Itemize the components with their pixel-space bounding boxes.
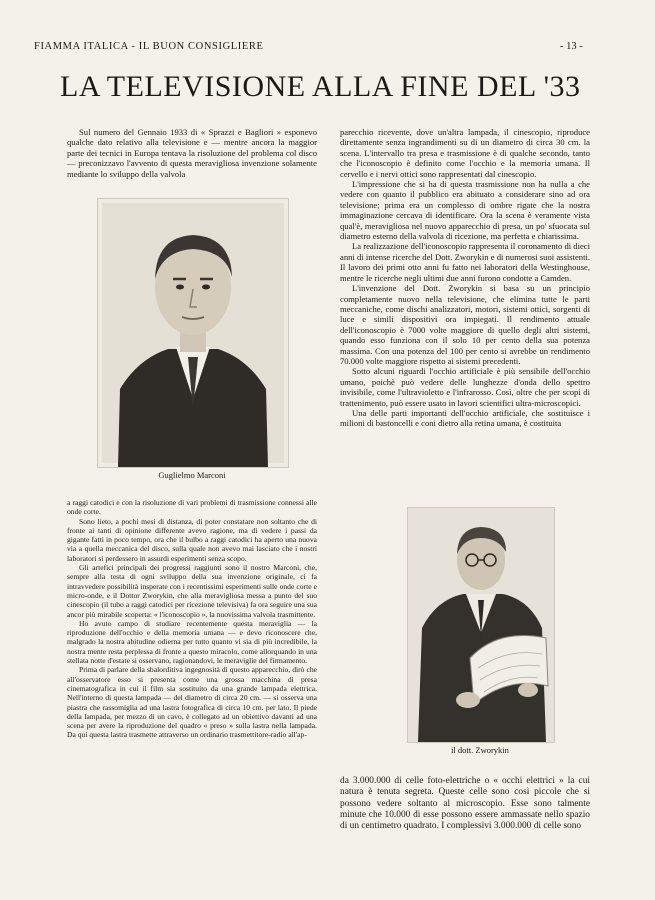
running-header: FIAMMA ITALICA - IL BUON CONSIGLIERE <box>34 41 264 52</box>
column-left-lower <box>67 498 317 740</box>
column-intro <box>67 127 317 179</box>
article-title: LA TELEVISIONE ALLA FINE DEL '33 <box>60 70 581 103</box>
paragraph: L'invenzione del Dott. Zworykin si basa su un principio completamente nuovo nella televisione, che elimina tutte le parti meccaniche, come dischi analizzatori, motori, sistemi ottici, sorgenti di luce e simili dispositivi ora impiegati. Il rendimento attuale dell'iconoscopio è 7000 volte maggiore di quello degli altri sistemi, quando esso funziona con il solo 10 per cento della sua potenza massima. Con una potenza del 100 per cento si avrebbe un rendimento 70.000 volte maggiore rispetto ai sistemi precedenti. <box>340 283 590 366</box>
paragraph: L'impressione che si ha di questa trasmissione non ha nulla a che vedere con quanto il pubblico era abituato a considerare sino ad ora televisione; prima era un complesso di ombre rigate che la nostra immaginazione cercava di identificare. Ora la scena è veramente vista qual'è, meravigliosa nel nuovo apparecchio di presa, un po' sfuocata sul diametro esterno della valvola di ricezione, ma perfetta e chiarissima. <box>340 179 590 242</box>
photo-caption-marconi: Guglielmo Marconi <box>158 470 226 480</box>
paragraph: Sotto alcuni riguardi l'occhio artificiale è più sensibile dell'occhio umano, poichè può vedere delle lunghezze d'onda dello spettro invisibile, come l'ultravioletto e l'infrarosso. Così, oltre che per scopi di trattenimento, può essere usato in lavori scientifici ultra-microscopici. <box>340 366 590 408</box>
paragraph: Sul numero del Gennaio 1933 di « Sprazzi e Bagliori » esponevo qualche dato relativo alla televisione e — mentre ancora la maggior parte dei tecnici in Europa tentava la risoluzione del problema col disco — preconizzavo l'avvento di questa meravigliosa invenzione solamente mediante lo sviluppo della valvola <box>67 127 317 179</box>
paragraph: Ho avuto campo di studiare recentemente questa meraviglia — la riproduzione dell'occhio e della memoria umana — e devo riconoscere che, malgrado la nostra abitudine odierna per tutto quanto vi sia di più incredibile, la nostra mente resta perplessa di fronte a questo miracolo, come allorquando in una stellata notte d'estate si osservano, ragionandovi, le meraviglie del firmamento. <box>67 618 317 666</box>
photo-caption-zworykin: il dott. Zworykin <box>451 745 509 755</box>
zworykin-photo <box>407 507 555 743</box>
paragraph: Gli artefici principali dei progressi raggiunti sono il nostro Marconi, che, sempre alla testa di ogni sviluppo della sua invenzione originale, ci fa intravvedere possibilità insperate con i recentissimi esperimenti sulle onde corte e micro-onde, e il Dottor Zworykin, che alla meravigliosa messa a punto del suo cinescopio (il tubo a raggi catodici per ricezione televisiva) fa ora seguire una sua ancor più mirabile scoperta: « l'iconoscopio », la nuovissima valvola trasmittente. <box>67 563 317 619</box>
paragraph: Una delle parti importanti dell'occhio artificiale, che sostituisce i milioni di bastoncelli e coni dietro alla retina umana, è costituita <box>340 407 590 429</box>
paragraph: La realizzazione dell'iconoscopio rappresenta il coronamento di dieci anni di intense ricerche del Dott. Zworykin e di numerosi suoi assistenti. Il lavoro dei primi otto anni fu fatto nei laboratori della Westinghouse, mentre le ricerche negli ultimi due anni furono condotte a Camden. <box>340 241 591 283</box>
page-number: - 13 - <box>560 41 583 52</box>
paragraph: da 3.000.000 di celle foto-elettriche o « occhi elettrici » la cui natura è tenuta segreta. Queste celle sono così piccole che si possono vedere soltanto al microscopio. Esse sono talmente minute che 10.000 di esse possono essere ammassate nello spazio di un centimetro quadrato. I complessivi 3.000.000 di celle sono <box>340 776 590 832</box>
paragraph: Prima di parlare della sbalorditiva ingegnosità di questo apparecchio, dirò che all'osservatore esso si presenta come una grossa macchina di presa cinematografica in cui il film sia sostituito da una grande lampada elettrica. Nell'interno di questa lampada — del diametro di circa 20 cm. — si osserva una piastra che rassomiglia ad una lastra fotografica di circa 10 cm. per lato. Il piede della lampada, per mezzo di un cavo, è collegato ad un obiettivo davanti ad una scena per avere la riproduzione del quadro « preso » sulla lastra nella lampada. Da qui questa lastra trasmette attraverso un ordinario trasmettitore-radio all'ap- <box>67 665 317 740</box>
zworykin-photo-drawing <box>408 508 554 742</box>
column-right-upper <box>340 127 590 429</box>
paragraph: parecchio ricevente, dove un'altra lampada, il cinescopio, riproduce direttamente senza ingrandimenti su di un diametro di circa 30 cm. la scena. L'intervallo tra presa e trasmissione è di qualche secondo, tanto che l'iconoscopio è definito come l'occhio e la memoria umana. Il cervello e i nervi ottici sono rappresentati dal cinescopio. <box>340 127 590 179</box>
paragraph: Sono lieto, a pochi mesi di distanza, di poter constatare non soltanto che di fronte ai tanti di opinione differente avevo ragione, ma di vedere i passi da gigante fatti in poco tempo, ora che il bulbo a raggi catodici ha aperto una nuova via a quella meccanica del disco, sulla quale non avevo mai lasciato che i nostri laboratori si perdessero in assurdi esperimenti senza scopo. <box>67 516 317 563</box>
marconi-portrait-drawing <box>98 199 288 467</box>
marconi-portrait <box>97 198 289 468</box>
column-right-lower <box>340 776 590 832</box>
paragraph: a raggi catodici e con la risoluzione di vari problemi di trasmissione connessi alle onde corte. <box>67 498 317 517</box>
